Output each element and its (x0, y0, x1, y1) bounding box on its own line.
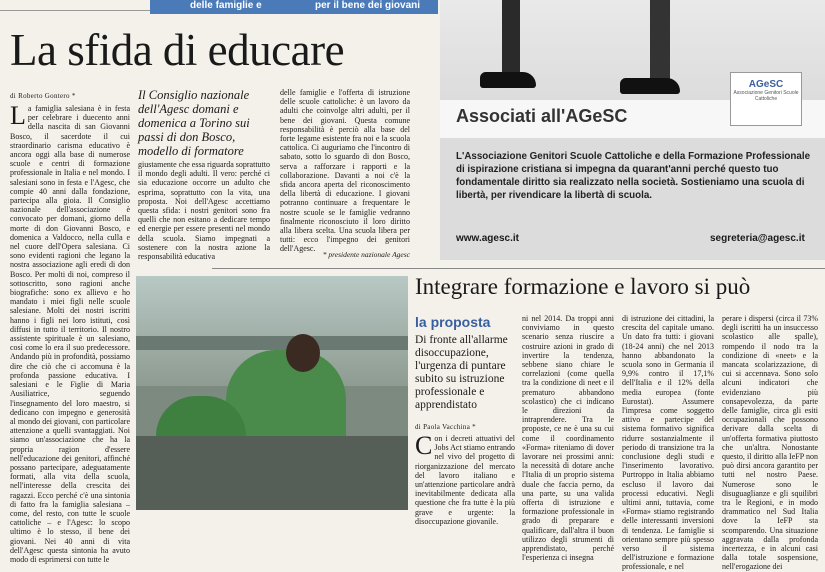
ad-photo-leg (650, 0, 670, 80)
section-tag: la proposta (415, 314, 491, 330)
article2-byline: di Paola Vacchina * (415, 423, 476, 431)
agesc-logo (730, 72, 802, 126)
agesc-advertisement (440, 0, 825, 260)
logo-name: AGeSC (748, 79, 784, 90)
photo-workbench (136, 436, 408, 510)
ad-photo-shoe (620, 78, 680, 94)
pull-quote: Il Consiglio nazionale dell'Agesc domani e domenica a Torino sui passi di don Bosco, modello di formatore (138, 88, 250, 158)
ad-photo-shoe (480, 72, 536, 88)
previous-page-strip (150, 0, 438, 14)
strip-text-right: per il bene dei giovani (315, 0, 421, 11)
logo-subtitle: Associazione Genitori Scuole Cattoliche (733, 90, 799, 102)
article2-column-3: di istruzione dei cittadini, la crescita del capitale umano. Un dato fra tutti: i giovani (18-24 anni) che nel 2013 hanno abbandonato la scuola sono in Germania il 9,9% contro il 17,1% dell'Italia e il 12% della media europea (fonte Eurostat). Assumere l'impresa come soggetto attivo e partecipe del sistema formativo significa ridurre sostanzialmente il periodo di transizione tra la conclusione degli studi e l'inserimento lavorativo. Purtroppo in Italia abbiamo escluso il lavoro dai processi educativi. Negli ultimi anni, tuttavia, come «Forma» stiamo registrando delle interessanti inversioni di tendenza. Le famiglie si orientano sempre più spesso verso il sistema dell'istruzione e formazione professionale, e nel (622, 314, 714, 572)
ad-title: Associati all'AGeSC (456, 106, 628, 126)
workshop-photo (136, 276, 408, 510)
article2-column-4: perare i dispersi (circa il 73% degli iscritti ha un insuccesso scolastico alle spalle), rompendo il nodo tra la condizione di «neet» e la mancata scolarizzazione, di cui si accennava. Sono solo alcuni indicatori che evidenziano più consapevolezza, da parte delle famiglie, circa gli esiti occupazionali che possono derivare dalla scelta di un'offerta formativa piuttosto che un'altra. Nonostante questo, il diritto alla IeFP non può dirsi ancora garantito per tutti nel nostro Paese. Numerose sono le disuguaglianze e gli squilibri tra le Regioni, e in modo drammatico nel Sud Italia dove la IeFP sta scomparendo. Una situazione aggravata dalla profonda incertezza, e in alcuni casi dalla totale sospensione, nell'erogazione dei (722, 314, 818, 572)
article-column-3: delle famiglie e l'offerta di istruzione delle scuole cattoliche: è un lavoro da adulti che coinvolge altri adulti, per il bene dei giovani. Questa comune responsabilità è perciò alla base del forte legame esistente fra noi e la scuola cattolica. Ci auguriamo che l'incontro di sabato, sotto lo sguardo di don Bosco, serva a rafforzare i rapporti e la collaborazione. Davanti a noi c'è la sfida ancora aperta del riconoscimento della libertà di educazione. I giovani potranno continuare a frequentare le nostre scuole se le famiglie vedranno finalmente riconosciuto il loro diritto alla libera scelta. Una scuola libera per tutti: ecco l'impegno dei genitori dell'Agesc. (280, 88, 410, 254)
photo-student-head (286, 334, 320, 372)
ad-website-link[interactable]: www.agesc.it (456, 233, 519, 244)
top-rule (0, 0, 150, 11)
ad-body-text: L'Associazione Genitori Scuole Cattoliche e della Formazione Professionale di ispirazione cristiana si impegna da quarant'anni perché questo tuo fondamentale diritto sia realizzato nella società. Sostieniamo una scuola di libertà, per rivendicare la libertà di scuola. (456, 151, 811, 201)
ad-email-link[interactable]: segreteria@agesc.it (710, 233, 805, 244)
article2-column-2: ni nel 2014. Da troppi anni conviviamo in questo scenario senza riuscire a costruire azioni in grado di invertire la tendenza, sebbene siano chiare le correlazioni (come quella tra la condizione di neet e il prematuro abbandono scolastico) che ci indicano le direzioni da intraprendere. Tra le proposte, ce ne è una su cui come il coordinamento «Forma» riteniamo di dover lavorare nei prossimi anni: la necessità di dotare anche l'Italia di un proprio sistema duale che faccia perno, da una parte, su una valida offerta di istruzione e formazione professionale in grado di preparare e qualificare, dall'altra il buon utilizzo degli strumenti di apprendistato, perché l'esperienza ci insegna (522, 314, 614, 563)
article2-column-1 (415, 431, 515, 526)
drop-cap: L (10, 101, 26, 130)
article-column-1 (10, 101, 130, 564)
section-divider (212, 268, 825, 269)
article-column-2: giustamente che essa riguarda soprattutto il mondo degli adulti. Il vero: perché ci sia educazione occorre un adulto che esprima, soprattutto con la vita, una proposta. Noi dell'Agesc accettiamo questa sfida: i nostri genitori sono fra quelli che non esitano a dedicare tempo ed energie per essere presenti nel mondo della scuola. Siamo impegnati a sostenere con la nostra azione la responsabilità educativa (138, 160, 270, 262)
article2-headline: Integrare formazione e lavoro si può (415, 274, 751, 299)
article-headline: La sfida di educare (10, 25, 345, 75)
article2-deck: Di fronte all'allarme disoccupazione, l'urgenza di puntare subito su istruzione professionale e apprendistato (415, 334, 508, 411)
ad-photo-leg (502, 0, 520, 78)
author-signature: * presidente nazionale Agesc (322, 250, 410, 259)
photo-shelf (136, 336, 408, 350)
drop-cap: C (415, 431, 433, 460)
strip-text-left: delle famiglie e (190, 0, 262, 11)
article-column-1-text: a famiglia salesiana è in festa per celebrare i duecento anni della nascita di san Giovanni Bosco, il sacerdote il cui straordinario carisma educativo è ancora oggi alla base di numerose scuole e centri di formazione professionale in Italia e nel mondo. I salesiani sono in festa e l'Agesc, che compie 40 anni dalla fondazione, partecipa alla gioia. Il Consiglio nazionale dell'associazione è convocato per domani, giorno della morte di don Giovanni Bosco, e domenica a Valdocco, nella culla e nel cuore dell'Opera salesiana. Ci sono evidenti ragioni che legano la nostra associazione agli eredi di don Bosco. Per molti di noi, compreso il sottoscritto, sono ragioni anche biografiche: sono ex allievo e ho mandato i miei figli nelle scuole salesiane. Molti dei nostri iscritti hanno i figli nei loro istituti, così diffusi in tutto il territorio. Il nostro assistente spirituale è un salesiano, così come lo era il suo predecessore. Andando più in profondità, possiamo dire che ciò che ci accomuna è la profonda passione educativa. I salesiani e le Figlie di Maria Ausiliatrice, seguendo l'insegnamento del loro maestro, si dedicano con impegno e generosità al mondo dei giovani, con particolare attenzione a quelli svantaggiati. Noi siamo un'associazione che ha la propria ragion d'essere nell'educazione dei genitori, affinché possano partecipare, adeguatamente formati, alla vita della scuola, nell'interesse della crescita dei ragazzi. Ecco perché c'è una sintonia di fatto fra la famiglia salesiana – come, del resto, con tutte le scuole cattoliche – e l'Agesc: lo scopo ultimo è lo stesso, il bene dei giovani. Nei 40 anni di vita dell'Agesc questa sintonia ha avuto modo di esprimersi con tutte le (10, 104, 130, 564)
article2-column-1-text: on i decreti attuativi del Jobs Act stiamo entrando nel vivo del progetto di riorganizzazione del mercato del lavoro italiano e un'attenzione particolare andrà inevitabilmente dedicata alla questione che fra tutte è la più grave e urgente: la disoccupazione giovanile. (415, 434, 515, 526)
article-byline: di Roberto Gontero * (10, 92, 76, 100)
